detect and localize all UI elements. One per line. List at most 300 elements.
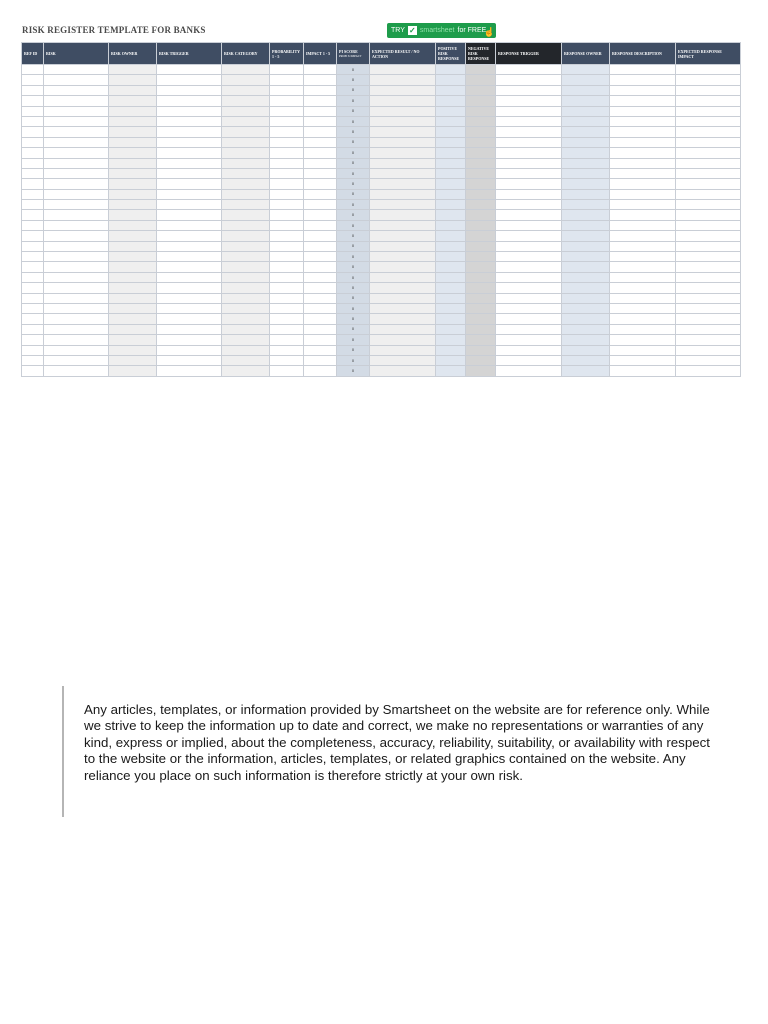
table-cell[interactable] xyxy=(610,283,676,293)
table-cell[interactable] xyxy=(496,303,562,313)
table-cell[interactable] xyxy=(157,303,222,313)
table-cell[interactable] xyxy=(157,179,222,189)
table-cell[interactable] xyxy=(270,75,304,85)
table-cell[interactable] xyxy=(304,262,337,272)
table-cell[interactable] xyxy=(466,137,496,147)
table-cell[interactable] xyxy=(610,314,676,324)
table-cell[interactable] xyxy=(436,335,466,345)
table-cell[interactable] xyxy=(222,179,270,189)
table-cell[interactable] xyxy=(496,355,562,365)
table-cell[interactable] xyxy=(676,355,741,365)
table-cell[interactable] xyxy=(44,106,109,116)
table-cell[interactable] xyxy=(562,262,610,272)
pi-score-cell[interactable]: 0 xyxy=(337,283,370,293)
table-cell[interactable] xyxy=(562,200,610,210)
table-cell[interactable] xyxy=(370,75,436,85)
table-cell[interactable] xyxy=(562,137,610,147)
table-cell[interactable] xyxy=(466,85,496,95)
table-cell[interactable] xyxy=(610,335,676,345)
table-cell[interactable] xyxy=(109,262,157,272)
table-cell[interactable] xyxy=(496,200,562,210)
table-cell[interactable] xyxy=(562,293,610,303)
table-cell[interactable] xyxy=(157,324,222,334)
table-cell[interactable] xyxy=(157,252,222,262)
table-cell[interactable] xyxy=(222,210,270,220)
table-cell[interactable] xyxy=(22,262,44,272)
table-cell[interactable] xyxy=(436,366,466,376)
table-cell[interactable] xyxy=(562,168,610,178)
table-cell[interactable] xyxy=(222,314,270,324)
table-cell[interactable] xyxy=(496,75,562,85)
table-cell[interactable] xyxy=(157,262,222,272)
table-cell[interactable] xyxy=(109,355,157,365)
table-cell[interactable] xyxy=(676,116,741,126)
table-cell[interactable] xyxy=(304,96,337,106)
table-cell[interactable] xyxy=(496,148,562,158)
table-cell[interactable] xyxy=(466,324,496,334)
table-cell[interactable] xyxy=(304,355,337,365)
table-cell[interactable] xyxy=(562,303,610,313)
table-cell[interactable] xyxy=(466,231,496,241)
pi-score-cell[interactable]: 0 xyxy=(337,272,370,282)
table-cell[interactable] xyxy=(562,179,610,189)
pi-score-cell[interactable]: 0 xyxy=(337,168,370,178)
table-cell[interactable] xyxy=(157,314,222,324)
table-cell[interactable] xyxy=(44,116,109,126)
table-cell[interactable] xyxy=(22,168,44,178)
table-cell[interactable] xyxy=(270,272,304,282)
table-cell[interactable] xyxy=(22,366,44,376)
table-cell[interactable] xyxy=(222,324,270,334)
table-cell[interactable] xyxy=(109,127,157,137)
table-cell[interactable] xyxy=(496,335,562,345)
table-cell[interactable] xyxy=(676,179,741,189)
table-cell[interactable] xyxy=(370,241,436,251)
table-cell[interactable] xyxy=(157,137,222,147)
table-cell[interactable] xyxy=(676,75,741,85)
table-cell[interactable] xyxy=(157,189,222,199)
table-cell[interactable] xyxy=(610,252,676,262)
table-cell[interactable] xyxy=(304,168,337,178)
table-cell[interactable] xyxy=(44,168,109,178)
table-cell[interactable] xyxy=(496,179,562,189)
table-cell[interactable] xyxy=(157,366,222,376)
table-cell[interactable] xyxy=(157,148,222,158)
table-cell[interactable] xyxy=(157,231,222,241)
table-cell[interactable] xyxy=(157,116,222,126)
table-cell[interactable] xyxy=(676,85,741,95)
table-cell[interactable] xyxy=(562,272,610,282)
table-cell[interactable] xyxy=(562,220,610,230)
table-cell[interactable] xyxy=(370,168,436,178)
pi-score-cell[interactable]: 0 xyxy=(337,262,370,272)
table-cell[interactable] xyxy=(44,314,109,324)
table-cell[interactable] xyxy=(436,231,466,241)
table-cell[interactable] xyxy=(157,210,222,220)
table-cell[interactable] xyxy=(270,283,304,293)
table-cell[interactable] xyxy=(109,324,157,334)
table-cell[interactable] xyxy=(676,127,741,137)
table-cell[interactable] xyxy=(610,366,676,376)
table-cell[interactable] xyxy=(370,272,436,282)
pi-score-cell[interactable]: 0 xyxy=(337,127,370,137)
table-cell[interactable] xyxy=(44,158,109,168)
table-cell[interactable] xyxy=(496,127,562,137)
table-cell[interactable] xyxy=(676,200,741,210)
table-cell[interactable] xyxy=(496,283,562,293)
table-cell[interactable] xyxy=(222,75,270,85)
table-cell[interactable] xyxy=(109,314,157,324)
table-cell[interactable] xyxy=(304,158,337,168)
table-cell[interactable] xyxy=(676,189,741,199)
table-cell[interactable] xyxy=(109,168,157,178)
table-cell[interactable] xyxy=(222,283,270,293)
table-cell[interactable] xyxy=(610,272,676,282)
table-cell[interactable] xyxy=(157,127,222,137)
table-cell[interactable] xyxy=(370,252,436,262)
table-cell[interactable] xyxy=(44,220,109,230)
table-cell[interactable] xyxy=(562,324,610,334)
table-cell[interactable] xyxy=(22,293,44,303)
table-cell[interactable] xyxy=(496,96,562,106)
table-cell[interactable] xyxy=(370,355,436,365)
table-cell[interactable] xyxy=(222,85,270,95)
table-cell[interactable] xyxy=(222,96,270,106)
table-cell[interactable] xyxy=(496,85,562,95)
table-cell[interactable] xyxy=(304,231,337,241)
table-cell[interactable] xyxy=(676,324,741,334)
table-cell[interactable] xyxy=(304,293,337,303)
table-cell[interactable] xyxy=(496,231,562,241)
table-cell[interactable] xyxy=(304,106,337,116)
table-cell[interactable] xyxy=(676,65,741,75)
table-cell[interactable] xyxy=(370,200,436,210)
table-cell[interactable] xyxy=(109,210,157,220)
table-cell[interactable] xyxy=(436,293,466,303)
table-cell[interactable] xyxy=(610,189,676,199)
table-cell[interactable] xyxy=(466,210,496,220)
pi-score-cell[interactable]: 0 xyxy=(337,220,370,230)
table-cell[interactable] xyxy=(676,283,741,293)
table-cell[interactable] xyxy=(157,75,222,85)
pi-score-cell[interactable]: 0 xyxy=(337,303,370,313)
table-cell[interactable] xyxy=(109,231,157,241)
table-cell[interactable] xyxy=(676,366,741,376)
pi-score-cell[interactable]: 0 xyxy=(337,96,370,106)
table-cell[interactable] xyxy=(157,106,222,116)
table-cell[interactable] xyxy=(22,200,44,210)
table-cell[interactable] xyxy=(304,220,337,230)
table-cell[interactable] xyxy=(370,324,436,334)
table-cell[interactable] xyxy=(562,345,610,355)
table-cell[interactable] xyxy=(109,220,157,230)
table-cell[interactable] xyxy=(109,303,157,313)
table-cell[interactable] xyxy=(304,366,337,376)
table-cell[interactable] xyxy=(109,241,157,251)
table-cell[interactable] xyxy=(436,283,466,293)
table-cell[interactable] xyxy=(22,210,44,220)
table-cell[interactable] xyxy=(610,96,676,106)
pi-score-cell[interactable]: 0 xyxy=(337,335,370,345)
table-cell[interactable] xyxy=(22,345,44,355)
table-cell[interactable] xyxy=(222,231,270,241)
table-cell[interactable] xyxy=(44,355,109,365)
table-cell[interactable] xyxy=(610,168,676,178)
table-cell[interactable] xyxy=(496,262,562,272)
table-cell[interactable] xyxy=(610,75,676,85)
table-cell[interactable] xyxy=(22,106,44,116)
table-cell[interactable] xyxy=(466,179,496,189)
table-cell[interactable] xyxy=(304,252,337,262)
table-cell[interactable] xyxy=(270,168,304,178)
table-cell[interactable] xyxy=(109,158,157,168)
table-cell[interactable] xyxy=(370,96,436,106)
table-cell[interactable] xyxy=(304,345,337,355)
table-cell[interactable] xyxy=(22,252,44,262)
table-cell[interactable] xyxy=(436,272,466,282)
table-cell[interactable] xyxy=(562,241,610,251)
table-cell[interactable] xyxy=(44,303,109,313)
table-cell[interactable] xyxy=(44,262,109,272)
table-cell[interactable] xyxy=(562,106,610,116)
table-cell[interactable] xyxy=(44,137,109,147)
table-cell[interactable] xyxy=(436,324,466,334)
pi-score-cell[interactable]: 0 xyxy=(337,85,370,95)
table-cell[interactable] xyxy=(109,293,157,303)
table-cell[interactable] xyxy=(436,262,466,272)
table-cell[interactable] xyxy=(270,231,304,241)
table-cell[interactable] xyxy=(676,293,741,303)
table-cell[interactable] xyxy=(370,345,436,355)
table-cell[interactable] xyxy=(109,335,157,345)
table-cell[interactable] xyxy=(304,189,337,199)
table-cell[interactable] xyxy=(676,262,741,272)
pi-score-cell[interactable]: 0 xyxy=(337,324,370,334)
table-cell[interactable] xyxy=(562,189,610,199)
table-cell[interactable] xyxy=(304,241,337,251)
table-cell[interactable] xyxy=(610,241,676,251)
table-cell[interactable] xyxy=(270,106,304,116)
table-cell[interactable] xyxy=(157,272,222,282)
table-cell[interactable] xyxy=(610,116,676,126)
table-cell[interactable] xyxy=(562,96,610,106)
table-cell[interactable] xyxy=(436,137,466,147)
table-cell[interactable] xyxy=(270,335,304,345)
table-cell[interactable] xyxy=(496,106,562,116)
table-cell[interactable] xyxy=(436,252,466,262)
table-cell[interactable] xyxy=(109,116,157,126)
pi-score-cell[interactable]: 0 xyxy=(337,293,370,303)
table-cell[interactable] xyxy=(22,96,44,106)
table-cell[interactable] xyxy=(562,283,610,293)
table-cell[interactable] xyxy=(466,293,496,303)
table-cell[interactable] xyxy=(436,355,466,365)
table-cell[interactable] xyxy=(22,283,44,293)
table-cell[interactable] xyxy=(436,148,466,158)
table-cell[interactable] xyxy=(466,241,496,251)
table-cell[interactable] xyxy=(157,355,222,365)
table-cell[interactable] xyxy=(157,96,222,106)
table-cell[interactable] xyxy=(370,210,436,220)
table-cell[interactable] xyxy=(22,148,44,158)
table-cell[interactable] xyxy=(562,127,610,137)
table-cell[interactable] xyxy=(304,179,337,189)
table-cell[interactable] xyxy=(466,148,496,158)
table-cell[interactable] xyxy=(610,210,676,220)
table-cell[interactable] xyxy=(44,231,109,241)
table-cell[interactable] xyxy=(109,345,157,355)
table-cell[interactable] xyxy=(466,168,496,178)
table-cell[interactable] xyxy=(466,283,496,293)
table-cell[interactable] xyxy=(109,283,157,293)
table-cell[interactable] xyxy=(676,137,741,147)
table-cell[interactable] xyxy=(562,335,610,345)
table-cell[interactable] xyxy=(270,127,304,137)
table-cell[interactable] xyxy=(22,220,44,230)
pi-score-cell[interactable]: 0 xyxy=(337,75,370,85)
table-cell[interactable] xyxy=(22,335,44,345)
table-cell[interactable] xyxy=(676,345,741,355)
table-cell[interactable] xyxy=(109,200,157,210)
table-cell[interactable] xyxy=(562,85,610,95)
table-cell[interactable] xyxy=(436,65,466,75)
table-cell[interactable] xyxy=(157,158,222,168)
table-cell[interactable] xyxy=(676,241,741,251)
table-cell[interactable] xyxy=(270,220,304,230)
table-cell[interactable] xyxy=(44,335,109,345)
table-cell[interactable] xyxy=(157,220,222,230)
table-cell[interactable] xyxy=(496,314,562,324)
pi-score-cell[interactable]: 0 xyxy=(337,355,370,365)
table-cell[interactable] xyxy=(436,220,466,230)
table-cell[interactable] xyxy=(466,116,496,126)
table-cell[interactable] xyxy=(466,75,496,85)
table-cell[interactable] xyxy=(22,189,44,199)
table-cell[interactable] xyxy=(22,355,44,365)
table-cell[interactable] xyxy=(22,137,44,147)
table-cell[interactable] xyxy=(44,366,109,376)
table-cell[interactable] xyxy=(304,200,337,210)
table-cell[interactable] xyxy=(610,137,676,147)
pi-score-cell[interactable]: 0 xyxy=(337,210,370,220)
table-cell[interactable] xyxy=(466,252,496,262)
table-cell[interactable] xyxy=(496,158,562,168)
table-cell[interactable] xyxy=(22,231,44,241)
table-cell[interactable] xyxy=(496,345,562,355)
table-cell[interactable] xyxy=(270,324,304,334)
table-cell[interactable] xyxy=(22,85,44,95)
pi-score-cell[interactable]: 0 xyxy=(337,106,370,116)
table-cell[interactable] xyxy=(496,241,562,251)
table-cell[interactable] xyxy=(676,158,741,168)
table-cell[interactable] xyxy=(44,293,109,303)
table-cell[interactable] xyxy=(466,127,496,137)
table-cell[interactable] xyxy=(436,314,466,324)
table-cell[interactable] xyxy=(610,345,676,355)
table-cell[interactable] xyxy=(370,231,436,241)
table-cell[interactable] xyxy=(562,158,610,168)
table-cell[interactable] xyxy=(222,345,270,355)
table-cell[interactable] xyxy=(676,231,741,241)
table-cell[interactable] xyxy=(370,303,436,313)
table-cell[interactable] xyxy=(222,158,270,168)
table-cell[interactable] xyxy=(44,189,109,199)
table-cell[interactable] xyxy=(222,106,270,116)
table-cell[interactable] xyxy=(676,96,741,106)
table-cell[interactable] xyxy=(222,252,270,262)
table-cell[interactable] xyxy=(436,127,466,137)
try-smartsheet-banner[interactable] xyxy=(387,23,496,38)
table-cell[interactable] xyxy=(370,179,436,189)
table-cell[interactable] xyxy=(466,303,496,313)
table-cell[interactable] xyxy=(109,96,157,106)
table-cell[interactable] xyxy=(610,355,676,365)
table-cell[interactable] xyxy=(370,293,436,303)
table-cell[interactable] xyxy=(270,262,304,272)
table-cell[interactable] xyxy=(270,303,304,313)
table-cell[interactable] xyxy=(304,210,337,220)
table-cell[interactable] xyxy=(222,127,270,137)
table-cell[interactable] xyxy=(270,241,304,251)
table-cell[interactable] xyxy=(109,137,157,147)
table-cell[interactable] xyxy=(370,189,436,199)
table-cell[interactable] xyxy=(22,179,44,189)
table-cell[interactable] xyxy=(466,262,496,272)
table-cell[interactable] xyxy=(466,189,496,199)
table-cell[interactable] xyxy=(304,137,337,147)
table-cell[interactable] xyxy=(109,85,157,95)
table-cell[interactable] xyxy=(22,75,44,85)
table-cell[interactable] xyxy=(22,324,44,334)
table-cell[interactable] xyxy=(157,283,222,293)
table-cell[interactable] xyxy=(610,220,676,230)
table-cell[interactable] xyxy=(466,96,496,106)
table-cell[interactable] xyxy=(610,65,676,75)
table-cell[interactable] xyxy=(436,158,466,168)
table-cell[interactable] xyxy=(610,179,676,189)
table-cell[interactable] xyxy=(304,272,337,282)
table-cell[interactable] xyxy=(270,366,304,376)
table-cell[interactable] xyxy=(44,210,109,220)
table-cell[interactable] xyxy=(270,65,304,75)
table-cell[interactable] xyxy=(370,116,436,126)
table-cell[interactable] xyxy=(44,283,109,293)
table-cell[interactable] xyxy=(676,272,741,282)
table-cell[interactable] xyxy=(44,65,109,75)
pi-score-cell[interactable]: 0 xyxy=(337,158,370,168)
table-cell[interactable] xyxy=(22,158,44,168)
table-cell[interactable] xyxy=(109,75,157,85)
pi-score-cell[interactable]: 0 xyxy=(337,252,370,262)
table-cell[interactable] xyxy=(270,314,304,324)
table-cell[interactable] xyxy=(436,189,466,199)
table-cell[interactable] xyxy=(270,189,304,199)
table-cell[interactable] xyxy=(44,241,109,251)
table-cell[interactable] xyxy=(304,324,337,334)
table-cell[interactable] xyxy=(44,96,109,106)
table-cell[interactable] xyxy=(157,345,222,355)
table-cell[interactable] xyxy=(22,272,44,282)
table-cell[interactable] xyxy=(157,200,222,210)
table-cell[interactable] xyxy=(304,335,337,345)
table-cell[interactable] xyxy=(222,200,270,210)
table-cell[interactable] xyxy=(496,168,562,178)
table-cell[interactable] xyxy=(466,65,496,75)
table-cell[interactable] xyxy=(676,335,741,345)
table-cell[interactable] xyxy=(436,200,466,210)
table-cell[interactable] xyxy=(44,252,109,262)
table-cell[interactable] xyxy=(222,272,270,282)
